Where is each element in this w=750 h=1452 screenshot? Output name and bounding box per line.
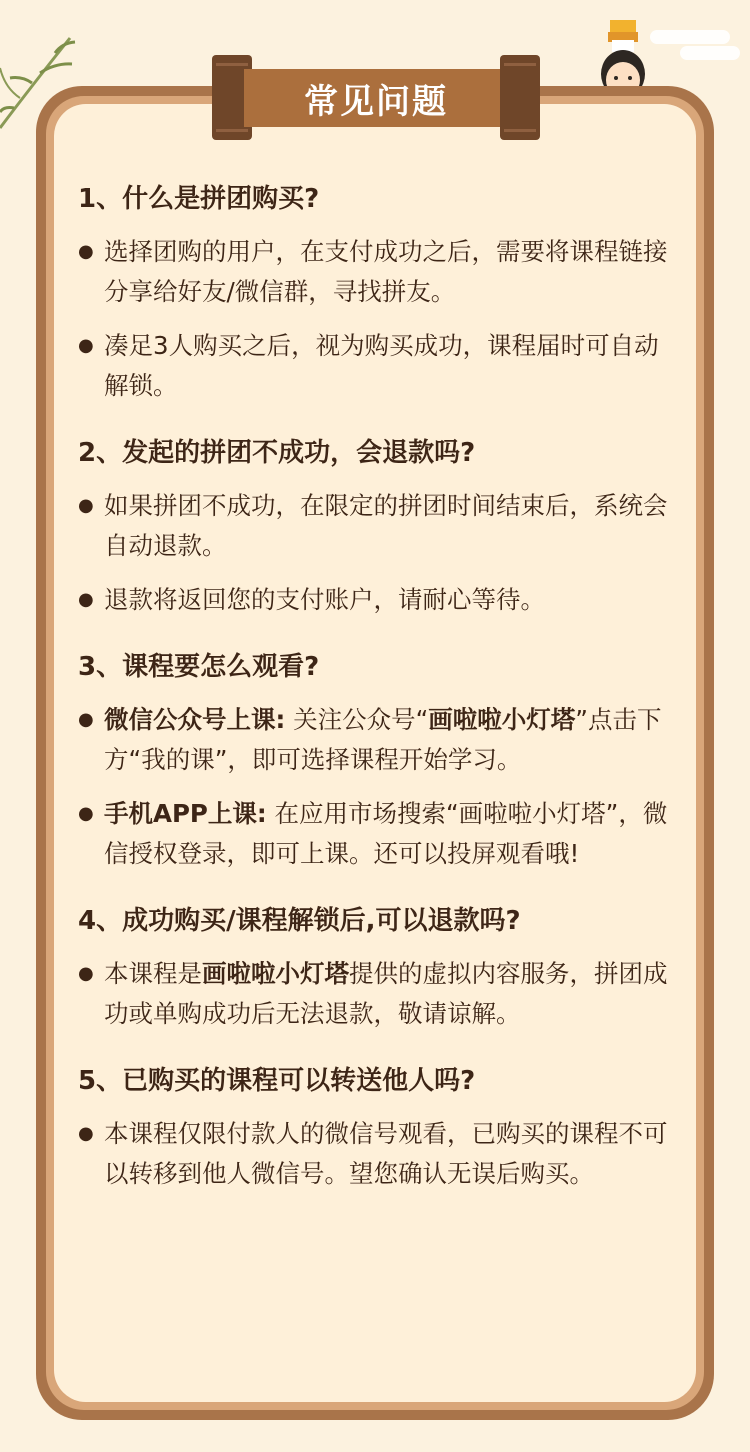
faq-question: 3、课程要怎么观看?: [78, 652, 320, 682]
title-scroll: [212, 55, 540, 140]
faq-answer-item: [78, 326, 678, 406]
bullet-dot-icon: ●: [78, 709, 94, 730]
faq-answer-item: [78, 580, 678, 620]
faq-answer-item: [78, 232, 678, 312]
answer-text: 关注公众号“: [285, 705, 429, 734]
faq-answer-text: [104, 580, 678, 620]
bullet-dot-icon: ●: [78, 335, 94, 356]
scroll-roller-right: [500, 55, 540, 140]
faq-answer-item: [78, 794, 678, 874]
faq-section: [78, 900, 678, 1034]
faq-answer-text: [104, 794, 678, 874]
answer-text: 选择团购的用户，在支付成功之后，需要将课程链接分享给好友/微信群，寻找拼友。: [104, 237, 668, 306]
faq-question: 1、什么是拼团购买?: [78, 184, 320, 214]
faq-answer-text: [104, 486, 678, 566]
answer-text: 在应用市场搜索“画啦啦小灯塔”，微信授权登录，即可上课。还可以投屏观看哦!: [104, 799, 668, 868]
faq-question: 4、成功购买/课程解锁后,可以退款吗?: [78, 906, 521, 936]
cloud-decoration: [650, 30, 730, 44]
bullet-dot-icon: ●: [78, 589, 94, 610]
answer-text: 如果拼团不成功，在限定的拼团时间结束后，系统会自动退款。: [104, 491, 668, 560]
faq-answer-item: [78, 700, 678, 780]
faq-question: 2、发起的拼团不成功，会退款吗?: [78, 438, 476, 468]
faq-answer-text: [104, 326, 678, 406]
faq-question: 5、已购买的课程可以转送他人吗?: [78, 1066, 476, 1096]
faq-answer-item: [78, 1114, 678, 1194]
answer-emphasis: 手机APP上课:: [104, 799, 267, 828]
answer-text: 本课程是: [104, 959, 202, 988]
answer-emphasis: 微信公众号上课:: [104, 705, 286, 734]
faq-section: [78, 646, 678, 874]
answer-text: 提供的虚拟内容服务，拼团成功或单购成功后无法退款，敬请谅解。: [104, 959, 668, 1028]
answer-text: 退款将返回您的支付账户，请耐心等待。: [104, 585, 545, 614]
bullet-dot-icon: ●: [78, 963, 94, 984]
answer-emphasis: 画啦啦小灯塔: [202, 959, 349, 988]
faq-answer-text: [104, 954, 678, 1034]
faq-answer-text: [104, 700, 678, 780]
page-title: 常见问题: [304, 81, 448, 122]
faq-answer-item: [78, 486, 678, 566]
faq-list: [78, 178, 678, 1220]
faq-section: [78, 432, 678, 620]
bullet-dot-icon: ●: [78, 241, 94, 262]
answer-text: 凑足3人购买之后，视为购买成功，课程届时可自动解锁。: [104, 331, 659, 400]
faq-answer-text: [104, 232, 678, 312]
answer-text: 本课程仅限付款人的微信号观看，已购买的课程不可以转移到他人微信号。望您确认无误后购买。: [104, 1119, 668, 1188]
bullet-dot-icon: ●: [78, 1123, 94, 1144]
bullet-dot-icon: ●: [78, 803, 94, 824]
faq-answer-item: [78, 954, 678, 1034]
faq-section: [78, 178, 678, 406]
faq-answer-text: [104, 1114, 678, 1194]
answer-text: ”点击下方“我的课”，即可选择课程开始学习。: [104, 705, 662, 774]
title-banner: [244, 69, 508, 127]
bullet-dot-icon: ●: [78, 495, 94, 516]
cloud-decoration: [680, 46, 740, 60]
faq-section: [78, 1060, 678, 1194]
answer-emphasis: 画啦啦小灯塔: [428, 705, 576, 734]
